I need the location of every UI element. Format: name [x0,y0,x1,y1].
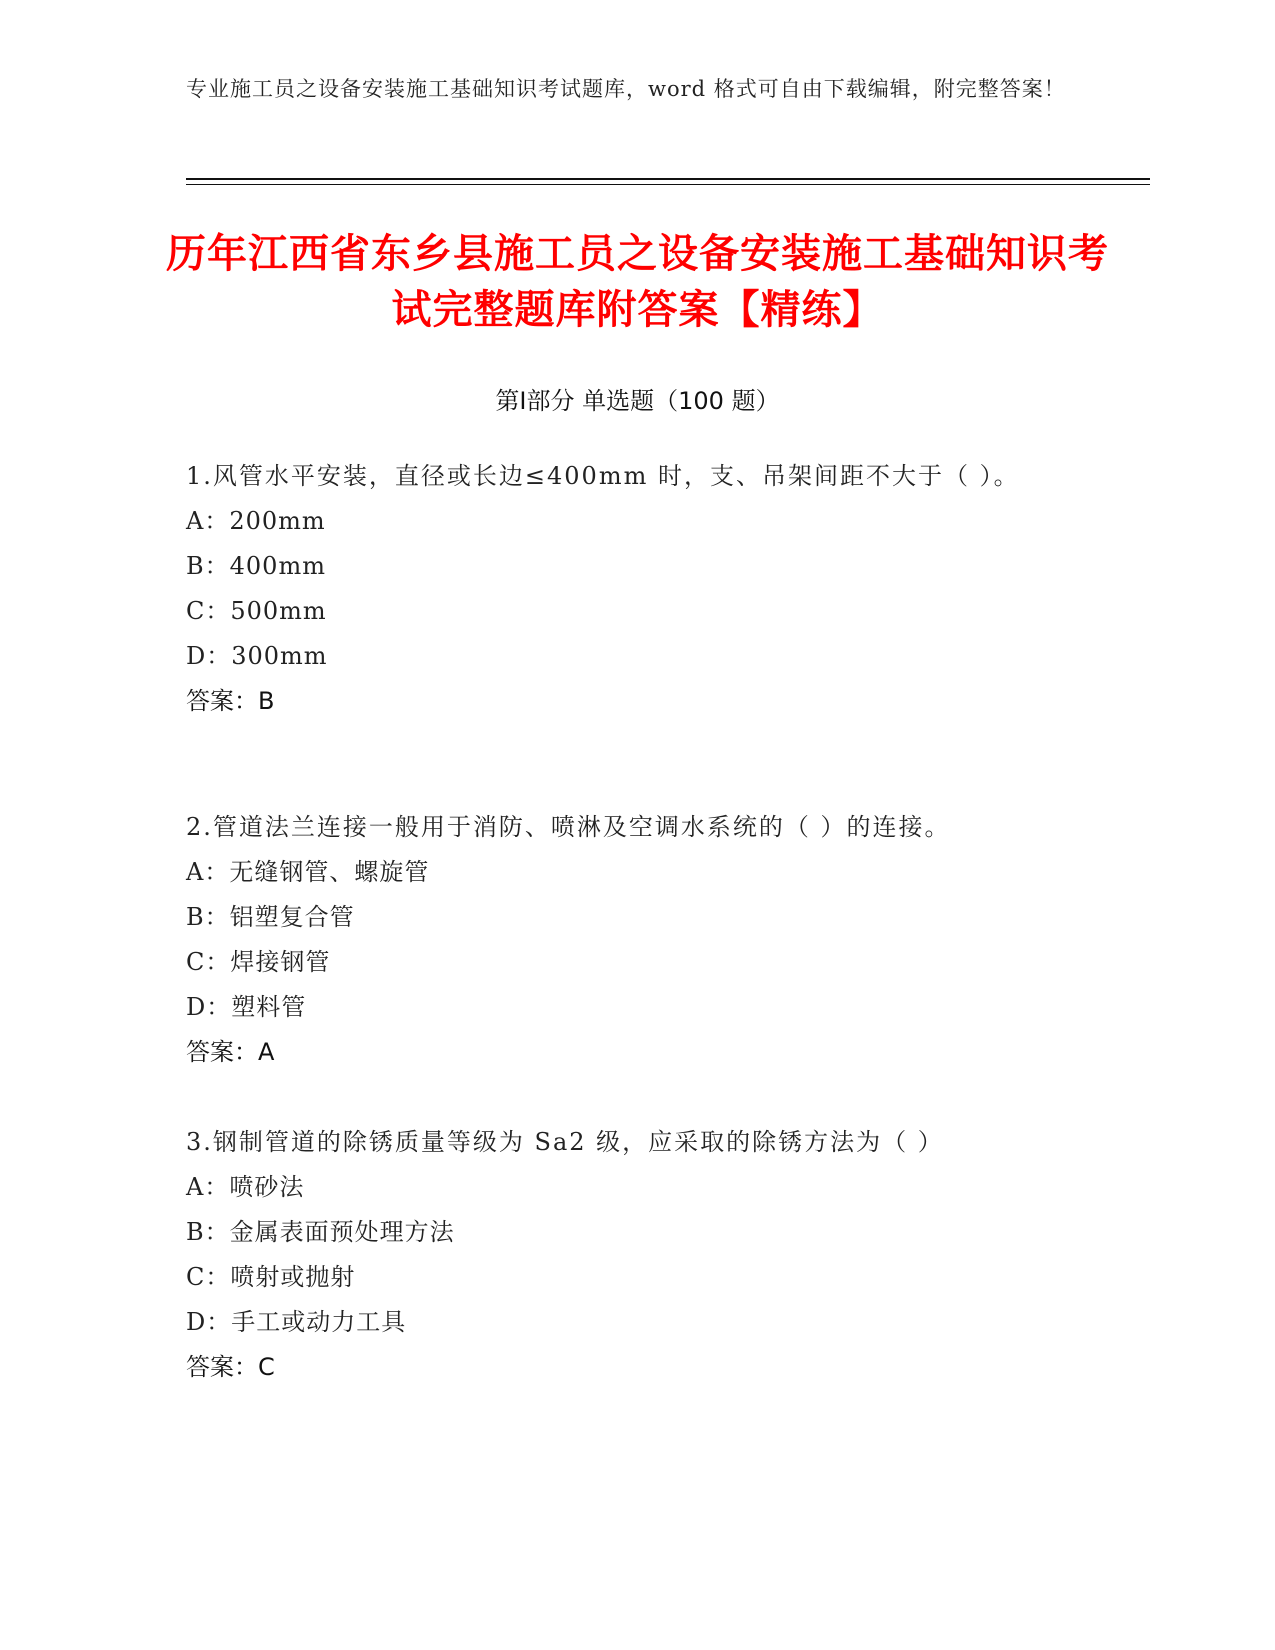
option-c: C：500mm [186,597,327,625]
question-3 [186,1120,1086,1390]
question-1 [186,454,1086,724]
header-note: 专业施工员之设备安装施工基础知识考试题库，word 格式可自由下载编辑，附完整答案！ [186,77,1066,101]
answer: 答案：C [186,1353,275,1381]
option-d: D：手工或动力工具 [186,1308,407,1336]
option-b: B：400mm [186,552,326,580]
question-stem: 1.风管水平安装，直径或长边≤400mm 时，支、吊架间距不大于（ ）。 [186,462,1020,490]
option-a: A：无缝钢管、螺旋管 [186,858,430,886]
header-divider-thin [186,184,1150,185]
option-a: A：200mm [186,507,326,535]
option-c: C：喷射或抛射 [186,1263,356,1291]
document-title: 历年江西省东乡县施工员之设备安装施工基础知识考试完整题库附答案【精练】 [166,231,1109,333]
section-heading: 第Ⅰ部分 单选题（100 题） [495,387,780,415]
option-d: D：300mm [186,642,328,670]
answer: 答案：B [186,687,275,715]
option-d: D：塑料管 [186,993,307,1021]
option-a: A：喷砂法 [186,1173,305,1201]
question-stem: 3.钢制管道的除锈质量等级为 Sa2 级，应采取的除锈方法为（ ） [186,1128,944,1156]
answer: 答案：A [186,1038,275,1066]
option-c: C：焊接钢管 [186,948,331,976]
header-divider [186,178,1150,180]
question-stem: 2.管道法兰连接一般用于消防、喷淋及空调水系统的（ ）的连接。 [186,813,951,841]
option-b: B：金属表面预处理方法 [186,1218,455,1246]
question-2 [186,805,1086,1075]
option-b: B：铝塑复合管 [186,903,355,931]
